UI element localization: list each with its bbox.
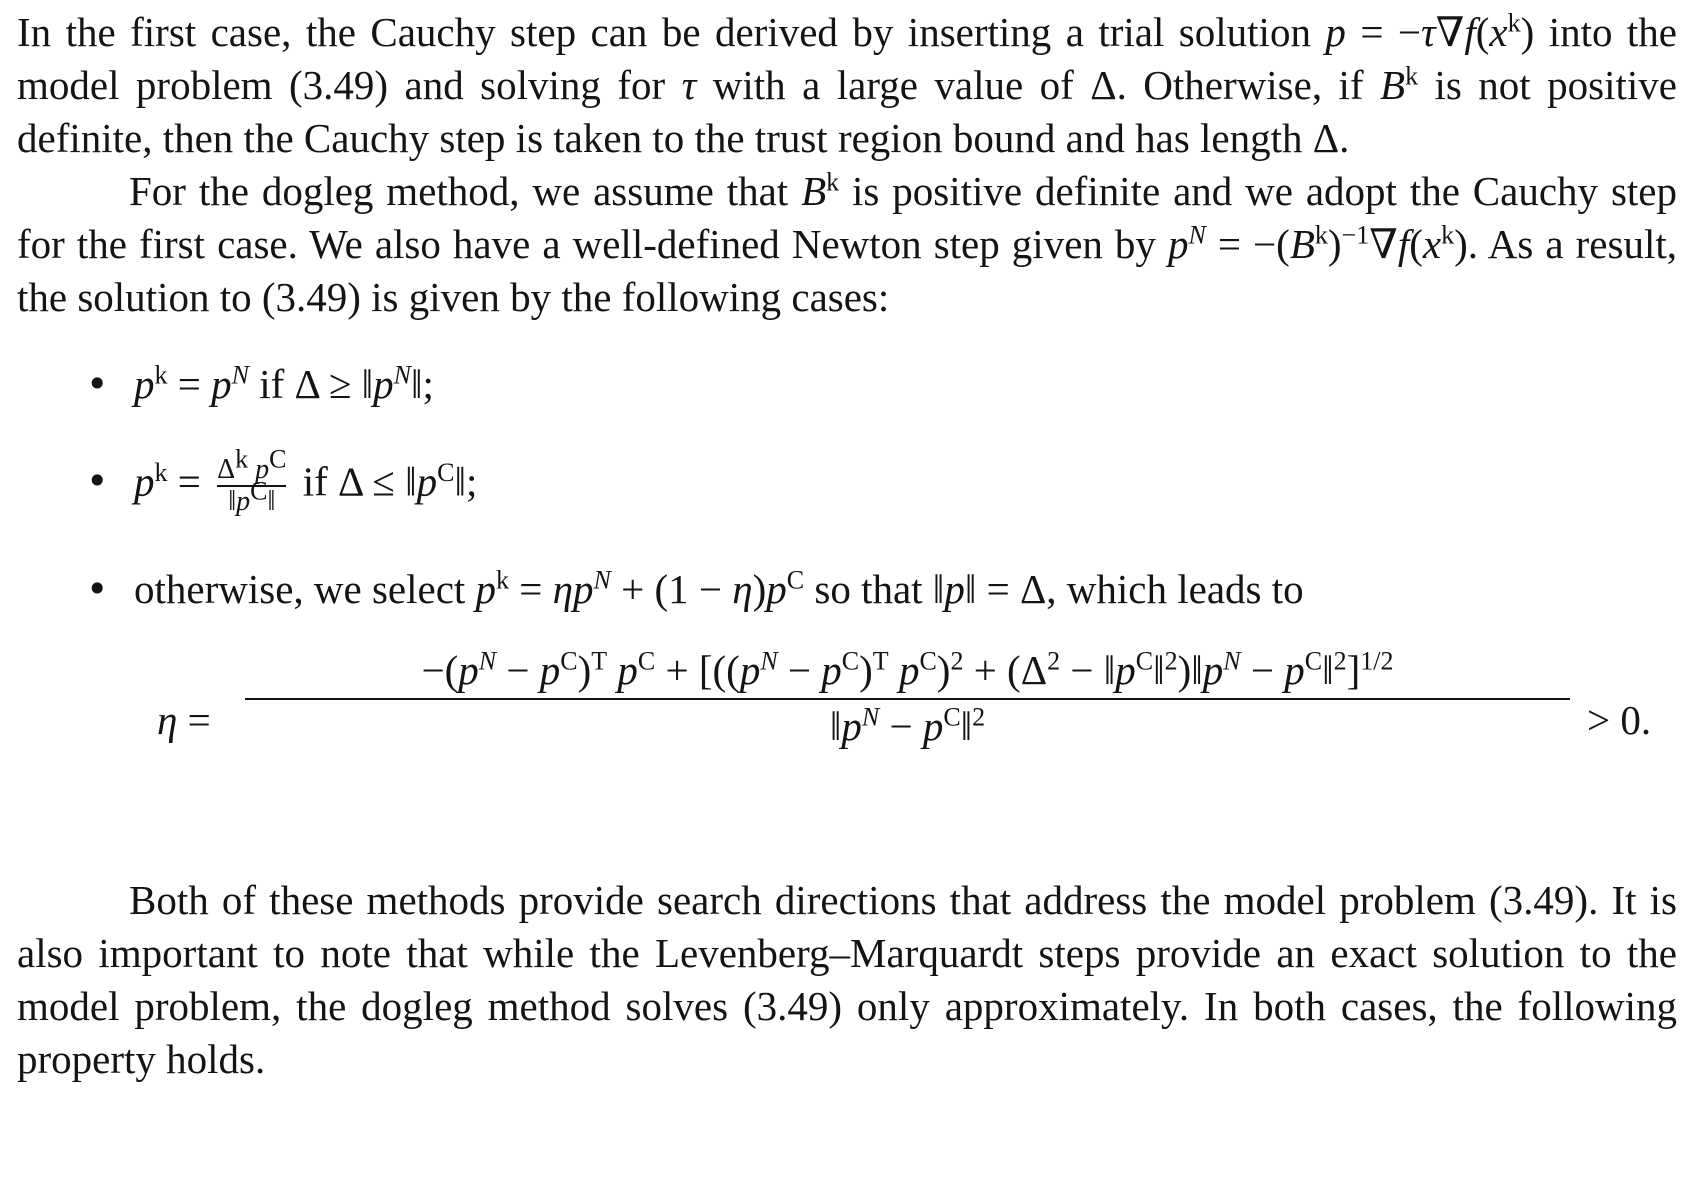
paragraph-methods-comparison: Both of these methods provide search directions that address the model problem (3.49). It is also important to note that while the Levenberg–Marquardt steps provide an exact solution to the model problem, the dogleg method solves (3.49) only approximately. In both cases, the following property holds. [17,877,1677,1082]
inline-fraction: $\frac{\Delta^k p^C}{‖p^C‖}$ [217,444,287,517]
case-otherwise: • otherwise, we select $p^k = \eta p^N + (1 - \eta)p^C$ so that ‖p‖ = Δ, which leads to [17,563,1677,616]
equation-lhs: η = [157,697,211,743]
case-newton-step: • $p^k = p^N$ if $\Delta \ge ‖p^N‖$; [17,358,1677,411]
case-list [17,358,1677,616]
page-content [17,6,1677,1086]
paragraph-dogleg-method: For the dogleg method, we assume that $B^k$ is positive definite and we adopt the Cauchy step for the first case. We also have a well-defined Newton step given by $p^N = -(B^k)^{-1}\nabla f(x^k)$. As a result, the solution to (3.49) is given by the following cases: [17,167,1677,320]
equation-denominator: $‖p^N$ − $p^C‖^2$ [829,702,986,749]
fraction-bar [245,698,1570,700]
equation-numerator: $-(p^N - p^C)^T$ $p^C + [((p^N - p^C)^T$ $p^C)^2 + (\Delta^2$ − $‖p^C‖^2)‖p^N$ − $p^C‖^2]^{1/2}$ [421,646,1394,693]
equation-fraction [245,646,1570,750]
equation-rhs: > 0. [1587,697,1652,743]
case-cauchy-step: • $p^k$ = $\frac{\Delta^k p^C}{‖p^C‖}$ if $\Delta \le ‖p^C‖$; [17,455,1677,517]
eta-equation [17,646,1677,796]
paragraph-cauchy-step: In the first case, the Cauchy step can be derived by inserting a trial solution $p = -\tau\nabla f(x^k)$ into the model problem (3.49) and solving for τ with a large value of Δ. Otherwise, if $B^k$ is not positive definite, then the Cauchy step is taken to the trust region bound and has length Δ. [17,8,1678,161]
